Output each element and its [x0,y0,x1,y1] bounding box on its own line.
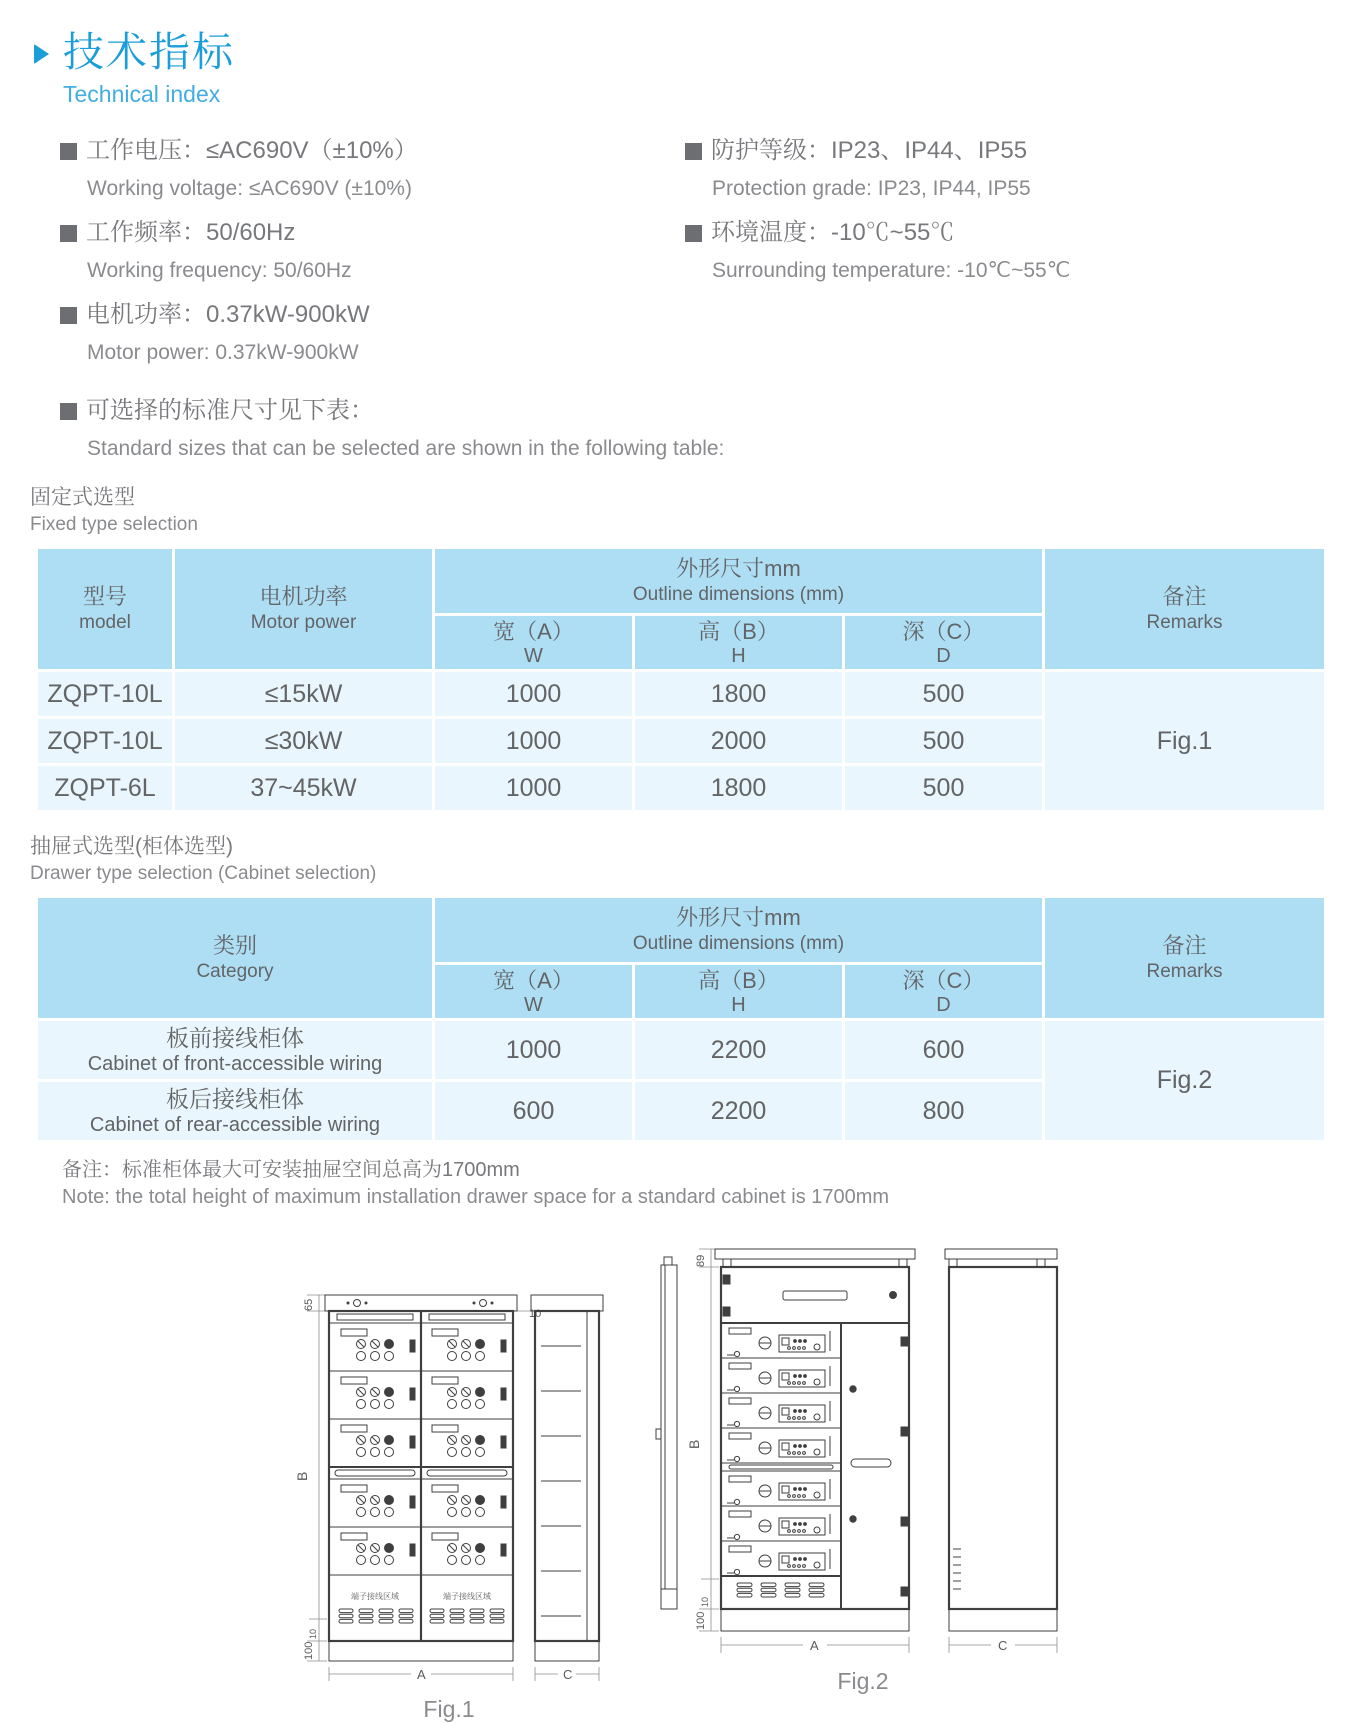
depth-cell: 500 [845,719,1042,763]
depth-cell: 500 [845,672,1042,716]
model-cell: ZQPT-6L [38,766,172,810]
depth-cell: 800 [845,1082,1042,1140]
spec-column-right [675,134,1275,380]
spec-text-en: Motor power: 0.37kW-900kW [87,341,359,365]
header-height-b: 高（B） H [635,965,842,1018]
page-header [30,30,1322,75]
footnote [62,1157,1322,1211]
height-cell: 2200 [635,1082,842,1140]
fixed-type-table [35,546,1327,813]
header-remarks: 备注 Remarks [1045,898,1324,1018]
fig2-dim-top: 89 [695,1254,707,1268]
section-label-en: Drawer type selection (Cabinet selection) [30,863,377,885]
fig2-dim-vent: 10 [700,1597,710,1608]
header-motor-power: 电机功率 Motor power [175,549,432,669]
spec-text-en: Surrounding temperature: -10℃~55℃ [712,259,1071,283]
spec-text-zh: 工作频率：50/60Hz [86,219,296,247]
spec-working-voltage [60,134,675,204]
fig1-dim-depth: C [563,1667,573,1683]
figure-1 [279,1271,619,1723]
spec-text-zh: 工作电压：≤AC690V（±10%） [86,137,418,165]
header-height-b: 高（B） H [635,616,842,669]
section-label-zh: 固定式选型 [30,486,135,510]
depth-cell: 500 [845,766,1042,810]
power-cell: ≤30kW [175,719,432,763]
fig1-terminal-label: 端子接线区域 [351,1592,399,1602]
spec-text-en: Working frequency: 50/60Hz [87,259,352,283]
drawer-type-section-label [30,833,1322,887]
figure-area [30,1219,1322,1723]
fig1-dim-top-right: 10 [529,1308,542,1321]
height-cell: 2200 [635,1021,842,1079]
spec-text-zh: 环境温度：-10℃~55℃ [711,219,955,247]
depth-cell: 600 [845,1021,1042,1079]
header-depth-c: 深（C） D [845,965,1042,1018]
height-cell: 2000 [635,719,842,763]
spec-standard-sizes [30,394,1322,464]
height-cell: 1800 [635,766,842,810]
category-cell: 板前接线柜体 Cabinet of front-accessible wiring [38,1021,432,1079]
spec-text-en: Standard sizes that can be selected are shown in the following table: [87,437,725,461]
fig2-dim-base: 100 [695,1611,707,1631]
fig1-dim-base: 100 [303,1641,315,1661]
bullet-square-icon [685,225,702,242]
spec-text-zh: 电机功率：0.37kW-900kW [86,301,370,329]
spec-working-frequency [60,216,675,286]
spec-motor-power [60,298,675,368]
section-label-en: Fixed type selection [30,514,198,536]
fig2-dim-height: B [686,1439,702,1450]
height-cell: 1800 [635,672,842,716]
fig2-dim-depth: C [998,1638,1008,1654]
power-cell: ≤15kW [175,672,432,716]
category-cell: 板后接线柜体 Cabinet of rear-accessible wiring [38,1082,432,1140]
footnote-zh: 备注：标准柜体最大可安装抽屉空间总高为1700mm [62,1159,520,1182]
width-cell: 1000 [435,719,632,763]
header-width-a: 宽（A） W [435,616,632,669]
spec-column-left [30,134,675,380]
fig1-cabinet-drawing [279,1271,619,1689]
footnote-en: Note: the total height of maximum installation drawer space for a standard cabinet is 1700mm [62,1186,890,1209]
fig1-terminal-label: 端子接线区域 [443,1592,491,1602]
fig1-dim-width: A [417,1667,426,1683]
page-title-en: Technical index [63,81,221,108]
remarks-cell: Fig.2 [1045,1021,1324,1140]
fig1-dim-top: 65 [303,1298,315,1312]
width-cell: 1000 [435,766,632,810]
model-cell: ZQPT-10L [38,719,172,763]
fig2-caption: Fig.2 [837,1668,889,1695]
width-cell: 1000 [435,1021,632,1079]
figure-2 [653,1219,1073,1695]
bullet-square-icon [60,307,77,324]
arrow-right-icon [34,44,49,64]
header-outline-dimensions: 外形尺寸mm Outline dimensions (mm) [435,549,1042,613]
header-width-a: 宽（A） W [435,965,632,1018]
header-remarks: 备注 Remarks [1045,549,1324,669]
bullet-square-icon [60,403,77,420]
table-row [38,672,1324,716]
header-depth-c: 深（C） D [845,616,1042,669]
spec-surrounding-temperature [685,216,1275,286]
fig2-cabinet-drawing [653,1219,1073,1661]
spec-protection-grade [685,134,1275,204]
table-row [38,1021,1324,1079]
header-category: 类别 Category [38,898,432,1018]
spec-list [30,134,1322,380]
spec-text-zh: 可选择的标准尺寸见下表： [86,397,374,425]
fig2-dim-width: A [810,1638,819,1654]
bullet-square-icon [685,143,702,160]
drawer-type-table [35,895,1327,1143]
fixed-type-section-label [30,484,1322,538]
spec-text-zh: 防护等级：IP23、IP44、IP55 [711,137,1028,165]
header-outline-dimensions: 外形尺寸mm Outline dimensions (mm) [435,898,1042,962]
bullet-square-icon [60,225,77,242]
fig1-dim-vent: 10 [308,1629,318,1640]
spec-text-en: Protection grade: IP23, IP44, IP55 [712,177,1031,201]
bullet-square-icon [60,143,77,160]
width-cell: 600 [435,1082,632,1140]
page-title-zh: 技术指标 [63,29,235,75]
spec-text-en: Working voltage: ≤AC690V (±10%) [87,177,412,201]
remarks-cell: Fig.1 [1045,672,1324,810]
section-label-zh: 抽屉式选型(柜体选型) [30,835,233,859]
model-cell: ZQPT-10L [38,672,172,716]
power-cell: 37~45kW [175,766,432,810]
fig1-caption: Fig.1 [423,1696,475,1723]
header-model: 型号 model [38,549,172,669]
width-cell: 1000 [435,672,632,716]
fig1-dim-height: B [294,1471,310,1482]
